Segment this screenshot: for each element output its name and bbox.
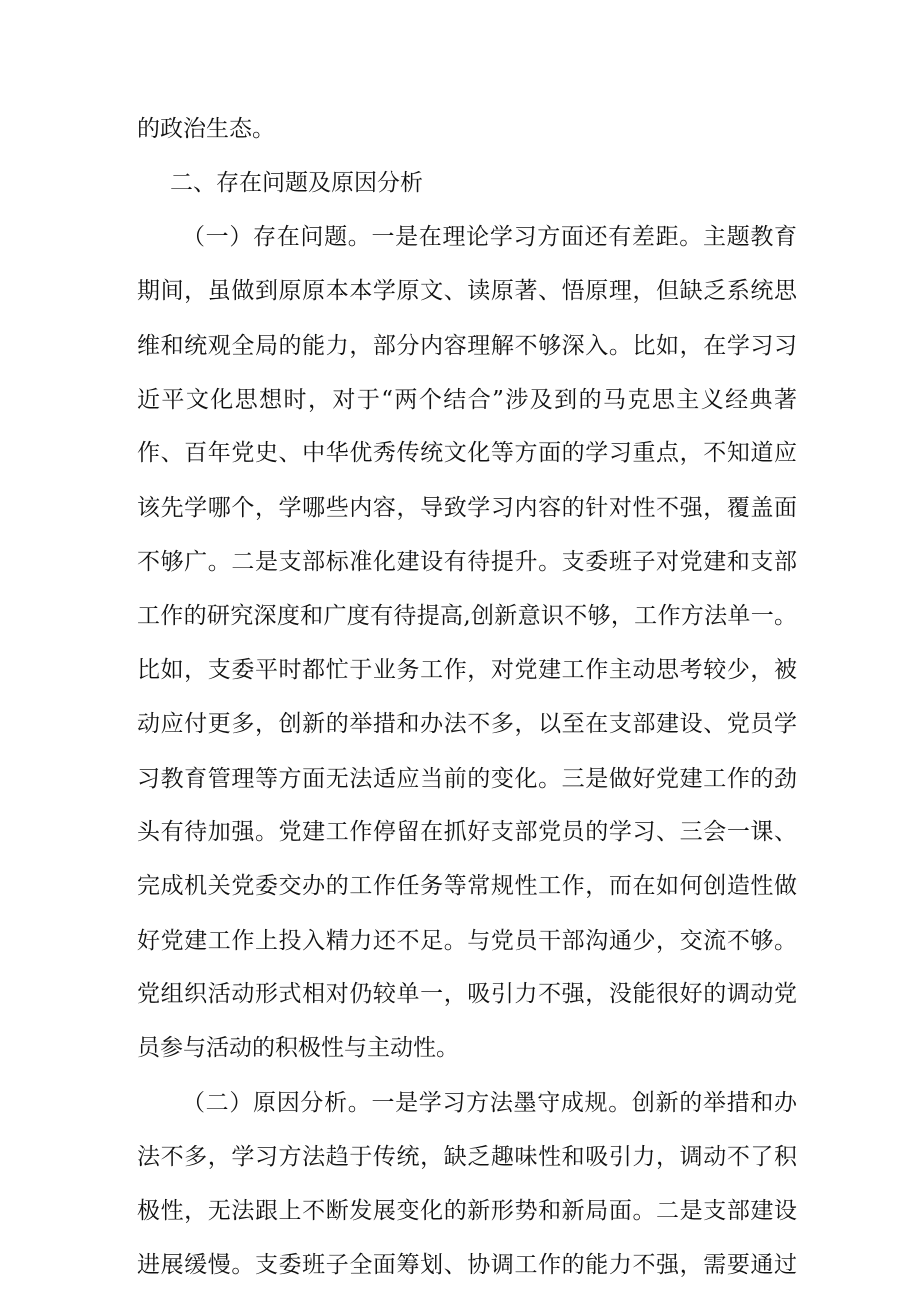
- text-line: 员参与活动的积极性与主动性。: [137, 1035, 459, 1061]
- text-line: 不够广。二是支部标准化建设有待提升。支委班子对党建和支部: [137, 549, 797, 575]
- section-heading: 二、存在问题及原因分析: [170, 170, 423, 196]
- text-line: 近平文化思想时，对于“两个结合”涉及到的马克思主义经典著: [137, 387, 797, 413]
- text-line: （二）原因分析。一是学习方法墨守成规。创新的举措和办: [182, 1090, 797, 1116]
- text-line: 头有待加强。党建工作停留在抓好支部党员的学习、三会一课、: [137, 819, 797, 845]
- text-line: 好党建工作上投入精力还不足。与党员干部沟通少，交流不够。: [137, 928, 797, 954]
- text-line: 该先学哪个，学哪些内容，导致学习内容的针对性不强，覆盖面: [137, 495, 797, 521]
- text-line: 比如，支委平时都忙于业务工作，对党建工作主动思考较少，被: [137, 657, 797, 683]
- text-line: 极性，无法跟上不断发展变化的新形势和新局面。二是支部建设: [137, 1198, 797, 1224]
- text-line: 法不多，学习方法趋于传统，缺乏趣味性和吸引力，调动不了积: [137, 1144, 797, 1170]
- text-line: （一）存在问题。一是在理论学习方面还有差距。主题教育: [182, 224, 797, 250]
- text-line: 完成机关党委交办的工作任务等常规性工作，而在如何创造性做: [137, 873, 797, 899]
- text-line: 习教育管理等方面无法适应当前的变化。三是做好党建工作的劲: [137, 766, 797, 792]
- text-line: 作、百年党史、中华优秀传统文化等方面的学习重点，不知道应: [137, 440, 797, 466]
- text-line: 期间，虽做到原原本本学原文、读原著、悟原理，但缺乏系统思: [137, 278, 797, 304]
- text-line: 的政治生态。: [137, 116, 275, 142]
- text-line: 维和统观全局的能力，部分内容理解不够深入。比如，在学习习: [137, 333, 797, 359]
- text-line: 工作的研究深度和广度有待提高,创新意识不够，工作方法单一。: [137, 603, 797, 629]
- text-line: 党组织活动形式相对仍较单一，吸引力不强，没能很好的调动党: [137, 981, 797, 1007]
- text-line: 动应付更多，创新的举措和办法不多，以至在支部建设、党员学: [137, 711, 797, 737]
- text-line: 进展缓慢。支委班子全面筹划、协调工作的能力不强，需要通过: [137, 1252, 797, 1278]
